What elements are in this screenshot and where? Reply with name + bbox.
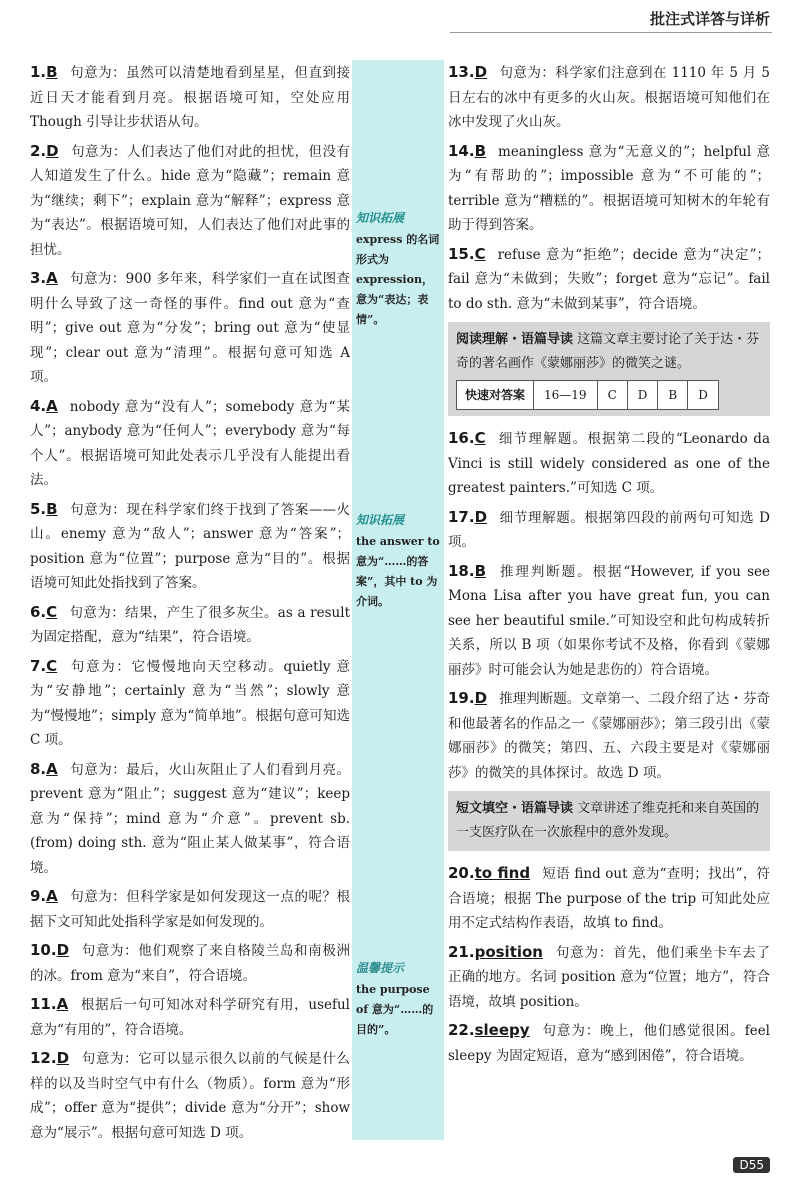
item-text: 句意为：虽然可以清楚地看到星星，但直到接近日天才能看到月亮。根据语境可知，空处应用 Though 引导让步状语从句。: [30, 65, 350, 130]
item-number: 2.: [30, 141, 47, 160]
item-number: 15.: [448, 244, 475, 263]
quick-answer-cell: C: [597, 381, 627, 410]
item-number: 10.: [30, 941, 57, 959]
cloze-guide-text: 文章讲述了维克托和来自英国的一支医疗队在一次旅程中的意外发现。: [456, 801, 760, 840]
item-number: 9.: [30, 887, 47, 905]
answer-item: [30, 757, 350, 881]
item-answer: C: [474, 244, 486, 263]
item-number: 6.: [30, 602, 47, 621]
left-column: [30, 60, 350, 1149]
item-answer: A: [46, 396, 58, 415]
header-divider: [450, 32, 772, 33]
item-number: 4.: [30, 396, 47, 415]
quick-answer-table: [456, 380, 719, 410]
answer-item: [30, 600, 350, 650]
item-number: 13.: [448, 63, 475, 81]
item-text: 句意为：最后，火山灰阻止了人们看到月亮。prevent 意为“阻止”；suggest 意为“建议”；keep 意为“保持”；mind 意为“介意”。prevent sb. (from) doing sth. 意为“阻止某人做某事”，符合语境。: [30, 761, 350, 876]
note-text: the purpose of 意为“……的目的”。: [356, 983, 434, 1036]
cloze-guide-label: 短文填空・语篇导读: [456, 801, 574, 816]
quick-answer-cell: B: [658, 381, 688, 410]
item-number: 17.: [448, 507, 475, 526]
item-answer: D: [474, 507, 488, 526]
quick-answer-cell: D: [627, 381, 658, 410]
note-title: 知识拓展: [356, 513, 405, 527]
answer-item: [448, 686, 770, 785]
item-number: 18.: [448, 561, 475, 580]
answer-item: [30, 139, 350, 263]
item-text: 根据后一句可知冰对科学研究有用，useful 意为“有用的”，符合语境。: [30, 997, 350, 1038]
item-answer: D: [56, 941, 70, 959]
note-text: express 的名词形式为 expression，意为“表达；表情”。: [356, 233, 440, 326]
item-number: 19.: [448, 689, 475, 707]
item-text: 句意为：900 多年来，科学家们一直在试图查明什么导致了这一奇怪的事件。find out 意为“查明”；give out 意为“分发”；bring out 意为“使显现”；clear out 意为“清理”。根据句意可知选 A 项。: [30, 271, 350, 385]
note-title: 温馨提示: [356, 961, 405, 975]
item-answer: D: [56, 1049, 70, 1067]
answer-item: [30, 394, 350, 493]
answer-item: [448, 861, 770, 936]
note-1: [356, 208, 442, 330]
note-2: [356, 510, 442, 612]
cloze-guide-box: [448, 791, 770, 851]
item-number: 3.: [30, 269, 47, 287]
item-number: 21.: [448, 942, 475, 961]
answer-item: [448, 505, 770, 555]
answer-item: [448, 60, 770, 135]
item-text: 句意为：它慢慢地向天空移动。quietly 意为“安静地”；certainly 意为“当然”；slowly 意为“慢慢地”；simply 意为“简单地”。根据句意可知选 C 项。: [30, 658, 350, 748]
answer-item: [30, 266, 350, 390]
answer-item: [30, 60, 350, 135]
item-text: 句意为：晚上，他们感觉很困。feel sleepy 为固定短语，意为“感到困倦”，符合语境。: [448, 1023, 770, 1064]
item-text: 短语 find out 意为“查明；找出”，符合语境；根据 The purpose of the trip 可知此处应用不定式结构作表语，故填 to find。: [448, 866, 771, 931]
item-text: 句意为：科学家们注意到在 1110 年 5 月 5 日左右的冰中有更多的火山灰。根据语境可知他们在冰中发现了火山灰。: [448, 65, 770, 130]
item-text: nobody 意为“没有人”；somebody 意为“某人”；anybody 意为“任何人”；everybody 意为“每个人”。根据语境可知此处表示几乎没有人能提出看法。: [30, 398, 350, 488]
item-number: 12.: [30, 1049, 57, 1067]
answer-item: [448, 139, 770, 238]
item-answer: B: [474, 561, 487, 580]
item-number: 14.: [448, 141, 475, 160]
item-text: 句意为：他们观察了来自格陵兰岛和南极洲的冰。from 意为“来自”，符合语境。: [30, 943, 350, 984]
item-answer: C: [46, 656, 58, 675]
item-text: 句意为：结果，产生了很多灰尘。as a result 为固定搭配，意为“结果”，符合语境。: [30, 604, 350, 645]
item-answer: A: [46, 759, 58, 778]
page-header: 批注式详答与详析: [649, 10, 770, 28]
item-number: 22.: [448, 1021, 475, 1039]
answer-item: [30, 938, 350, 988]
item-answer: A: [46, 887, 58, 905]
item-number: 7.: [30, 656, 47, 675]
quick-answer-range: 16—19: [534, 381, 598, 410]
item-text: 句意为：首先，他们乘坐卡车去了正确的地方。名词 position 意为“位置；地方”，符合语境，故填 position。: [448, 944, 770, 1010]
answer-item: [30, 1046, 350, 1145]
quick-answer-label: 快速对答案: [457, 381, 534, 410]
quick-answer-cell: D: [688, 381, 719, 410]
note-title: 知识拓展: [356, 211, 405, 225]
answer-item: [448, 1018, 770, 1068]
answer-item: [448, 940, 770, 1015]
answer-item: [30, 884, 350, 934]
reading-guide-label: 阅读理解・语篇导读: [456, 332, 574, 347]
item-number: 8.: [30, 759, 47, 778]
item-answer: D: [46, 141, 59, 160]
answer-item: [448, 242, 770, 317]
item-text: 推理判断题。文章第一、二段介绍了达・芬奇和他最著名的作品之一《蒙娜丽莎》；第三段引出《蒙娜丽莎》的微笑；第四、五、六段主要是对《蒙娜丽莎》的微笑的具体探讨。故选 D 项。: [448, 691, 770, 781]
item-answer: C: [474, 429, 486, 447]
note-3: [356, 958, 442, 1040]
item-text: 细节理解题。根据第二段的“Leonardo da Vinci is still widely considered as one of the greatest painters.”可知选 C 项。: [448, 431, 770, 496]
right-column: [448, 60, 770, 1072]
item-text: meaningless 意为“无意义的”；helpful 意为“有帮助的”；impossible 意为“不可能的”；terrible 意为“糟糕的”。根据语境可知树木的年轮有助于得到答案。: [448, 143, 770, 233]
item-answer: sleepy: [474, 1021, 530, 1039]
item-number: 5.: [30, 499, 47, 518]
item-number: 20.: [448, 864, 475, 882]
item-text: 句意为：人们表达了他们对此的担忧，但没有人知道发生了什么。hide 意为“隐藏”；remain 意为“继续；剩下”；explain 意为“解释”；express 意为“表达”。根据语境可知，人们表达了他们对此事的担忧。: [30, 143, 350, 258]
item-answer: to find: [474, 864, 531, 882]
item-answer: B: [46, 499, 58, 518]
item-text: 句意为：它可以显示很久以前的气候是什么样的以及当时空气中有什么（物质）。form 意为“形成”；offer 意为“提供”；divide 意为“分开”；show 意为“展示”。根据句意可知选 D 项。: [30, 1051, 350, 1141]
item-answer: A: [46, 269, 58, 287]
item-number: 16.: [448, 429, 475, 447]
note-text: the answer to 意为“……的答案”，其中 to 为介词。: [356, 535, 440, 608]
item-answer: C: [46, 602, 58, 621]
item-number: 1.: [30, 63, 47, 81]
item-text: 句意为：现在科学家们终于找到了答案——火山。enemy 意为“敌人”；answer 意为“答案”；position 意为“位置”；purpose 意为“目的”。根据语境可知此处指找到了答案。: [30, 501, 350, 591]
reading-guide-box: [448, 322, 770, 416]
item-text: refuse 意为“拒绝”；decide 意为“决定”；fail 意为“未做到；失败”；forget 意为“忘记”。fail to do sth. 意为“未做到某事”，符合语境。: [448, 246, 770, 312]
item-text: 细节理解题。根据第四段的前两句可知选 D 项。: [448, 509, 770, 550]
answer-item: [30, 654, 350, 753]
reading-guide-text: 这篇文章主要讨论了关于达・芬奇的著名画作《蒙娜丽莎》的微笑之谜。: [456, 332, 760, 371]
answer-item: [448, 426, 770, 501]
item-answer: B: [46, 63, 58, 81]
answer-item: [30, 992, 350, 1042]
item-answer: D: [474, 689, 488, 707]
item-answer: D: [474, 63, 488, 81]
item-answer: B: [474, 141, 487, 160]
page-number: D55: [733, 1157, 770, 1173]
item-text: 句意为：但科学家是如何发现这一点的呢？根据下文可知此处指科学家是如何发现的。: [30, 889, 350, 930]
answer-item: [448, 559, 770, 683]
item-answer: A: [56, 995, 69, 1013]
item-number: 11.: [30, 995, 57, 1013]
item-answer: position: [474, 942, 543, 961]
answer-item: [30, 497, 350, 596]
item-text: 推理判断题。根据“However, if you see Mona Lisa after you have great fun, you can see her beautiful smile.”可知设空和此句构成转折关系，所以 B 项（如果你考试不及格，你看到《蒙娜丽莎》时可能会认为她是悲伤的）符合语境。: [448, 563, 770, 678]
